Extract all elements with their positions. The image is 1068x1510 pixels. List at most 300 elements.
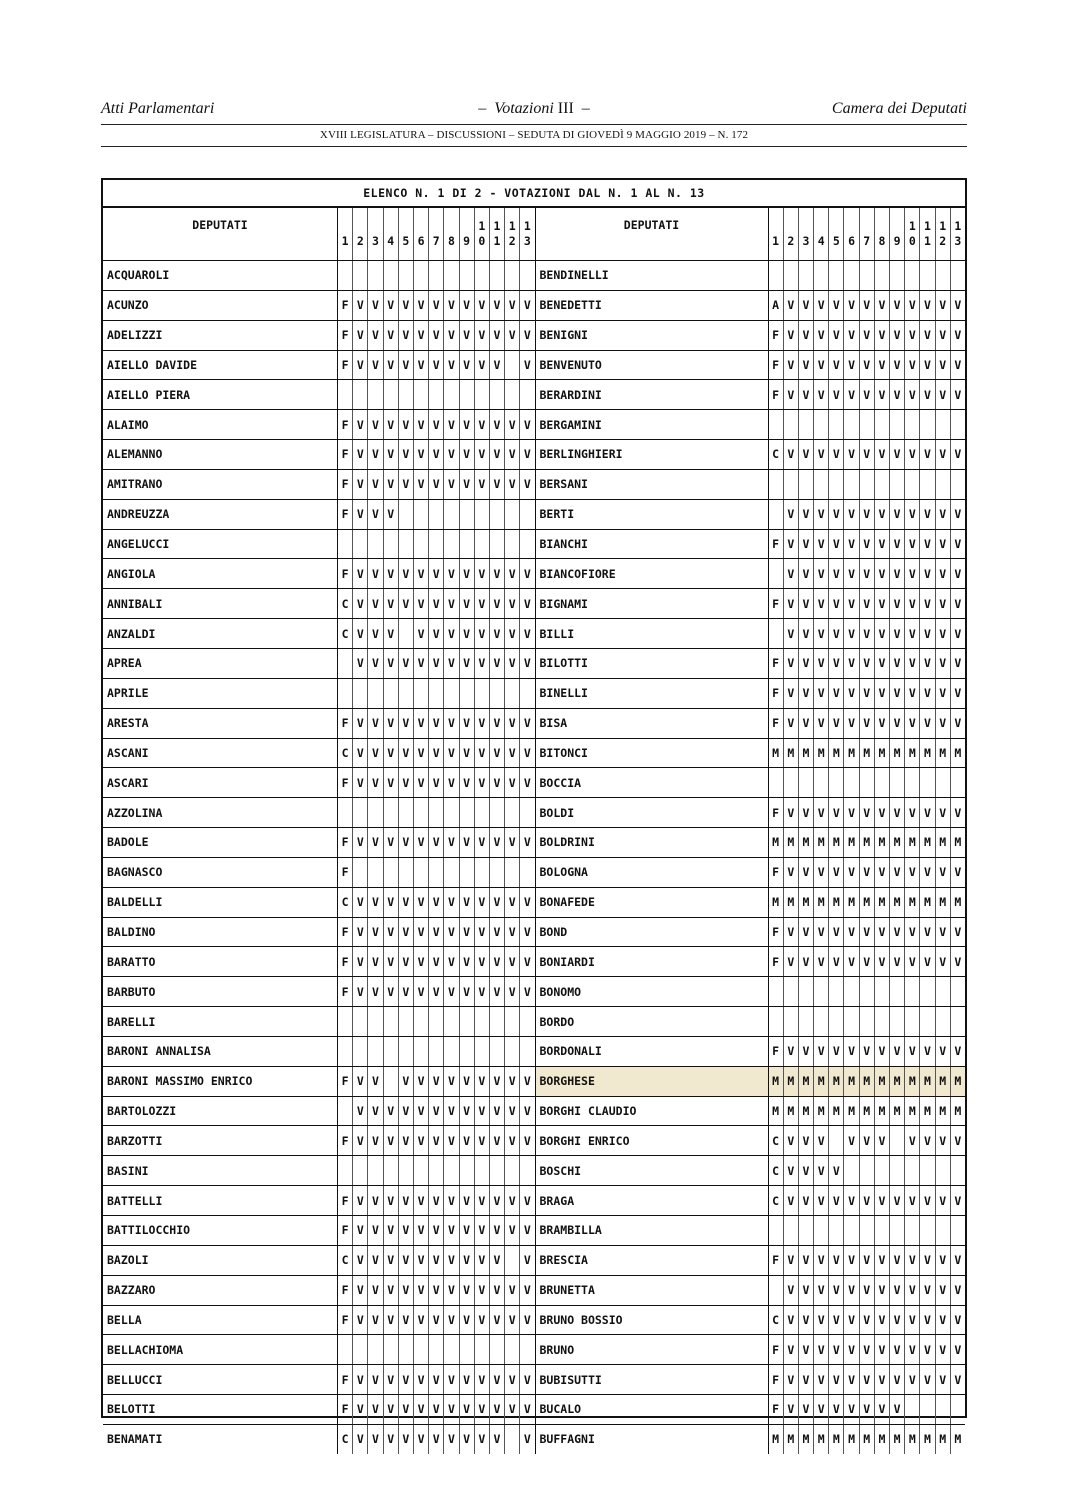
vote-cell: V bbox=[890, 709, 905, 738]
vote-cell: V bbox=[368, 828, 383, 857]
vote-cell: V bbox=[490, 589, 505, 618]
deputy-name: BENAMATI bbox=[107, 1432, 163, 1447]
vote-cell bbox=[444, 380, 459, 409]
left-entry bbox=[103, 1335, 535, 1364]
vote-cell: V bbox=[384, 1126, 399, 1155]
vote-cell: V bbox=[384, 321, 399, 350]
vote-cell: C bbox=[769, 1156, 784, 1185]
vote-cell: V bbox=[353, 1395, 368, 1424]
vote-cell bbox=[799, 1216, 814, 1245]
vote-number-header bbox=[384, 208, 399, 260]
left-entry bbox=[103, 709, 535, 738]
vote-number-header bbox=[338, 208, 353, 260]
vote-cell: V bbox=[414, 649, 429, 678]
vote-cell: F bbox=[769, 947, 784, 976]
vote-cell: V bbox=[490, 470, 505, 499]
vote-cell: V bbox=[784, 321, 799, 350]
vote-number-header bbox=[844, 208, 859, 260]
vote-cell bbox=[844, 1156, 859, 1185]
vote-cell: V bbox=[844, 1395, 859, 1424]
vote-cell: F bbox=[769, 709, 784, 738]
left-entry bbox=[103, 530, 535, 559]
header-title: Votazioni bbox=[494, 100, 554, 117]
deputy-name: ANGELUCCI bbox=[107, 537, 170, 552]
vote-cell: V bbox=[814, 1156, 829, 1185]
vote-cell: V bbox=[875, 530, 890, 559]
vote-cell: M bbox=[799, 828, 814, 857]
vote-cell: F bbox=[338, 1365, 353, 1394]
vote-cell: V bbox=[875, 589, 890, 618]
vote-cell: V bbox=[860, 1365, 875, 1394]
vote-cell: V bbox=[460, 1097, 475, 1126]
left-entry bbox=[103, 500, 535, 529]
vote-cell: V bbox=[784, 589, 799, 618]
vote-cell bbox=[429, 798, 444, 827]
vote-cell bbox=[338, 1156, 353, 1185]
vote-cells bbox=[768, 530, 966, 559]
table-row bbox=[103, 1037, 965, 1067]
vote-cell: V bbox=[444, 709, 459, 738]
vote-cell: V bbox=[954, 566, 962, 581]
vote-cell: V bbox=[429, 1306, 444, 1335]
vote-cell: V bbox=[429, 977, 444, 1006]
vote-cell: V bbox=[936, 619, 951, 648]
vote-cell bbox=[505, 798, 520, 827]
vote-cell: M bbox=[936, 739, 951, 768]
vote-cell bbox=[444, 858, 459, 887]
vote-cell: F bbox=[338, 918, 353, 947]
vote-cell bbox=[414, 1007, 429, 1036]
deputy-name: BERGAMINI bbox=[539, 417, 602, 432]
vote-cell: V bbox=[814, 1365, 829, 1394]
vote-cell bbox=[490, 679, 505, 708]
vote-cell: V bbox=[384, 500, 399, 529]
vote-cell bbox=[353, 530, 368, 559]
vote-cell: V bbox=[414, 888, 429, 917]
vote-cell: V bbox=[936, 858, 951, 887]
vote-cell bbox=[475, 1007, 490, 1036]
left-entry bbox=[103, 1186, 535, 1215]
deputy-name: BELOTTI bbox=[107, 1402, 156, 1417]
vote-cell bbox=[875, 1216, 890, 1245]
vote-cell bbox=[399, 798, 414, 827]
vote-cell bbox=[505, 858, 520, 887]
vote-cell: V bbox=[905, 1037, 920, 1066]
vote-cell: M bbox=[829, 1097, 844, 1126]
vote-cell: V bbox=[936, 559, 951, 588]
vote-cell bbox=[814, 977, 829, 1006]
vote-cell bbox=[951, 768, 965, 797]
vote-number-bottom: 5 bbox=[832, 234, 840, 248]
vote-cell: V bbox=[460, 1276, 475, 1305]
vote-cell: M bbox=[769, 828, 784, 857]
vote-cell bbox=[829, 470, 844, 499]
vote-cell: V bbox=[460, 1067, 475, 1096]
vote-cell: V bbox=[353, 440, 368, 469]
vote-cell: V bbox=[353, 1067, 368, 1096]
deputy-name: BARONI ANNALISA bbox=[107, 1044, 211, 1059]
vote-cell bbox=[860, 977, 875, 1006]
vote-cell: V bbox=[920, 679, 935, 708]
table-row bbox=[103, 1335, 965, 1365]
vote-cell: V bbox=[475, 768, 490, 797]
vote-cell: V bbox=[368, 440, 383, 469]
vote-cell bbox=[890, 410, 905, 439]
vote-cell: V bbox=[936, 1365, 951, 1394]
right-entry bbox=[535, 1335, 966, 1364]
vote-cell: V bbox=[368, 1425, 383, 1454]
vote-cell: V bbox=[414, 1067, 429, 1096]
vote-cell bbox=[936, 470, 951, 499]
vote-cells bbox=[337, 1067, 535, 1096]
vote-cell bbox=[936, 1007, 951, 1036]
vote-cell: V bbox=[384, 739, 399, 768]
vote-cell: V bbox=[875, 1126, 890, 1155]
left-entry bbox=[103, 1395, 535, 1424]
vote-cell bbox=[384, 858, 399, 887]
left-entry bbox=[103, 649, 535, 678]
table-row bbox=[103, 321, 965, 351]
left-entry bbox=[103, 768, 535, 797]
table-row bbox=[103, 709, 965, 739]
vote-cell: V bbox=[490, 739, 505, 768]
deputy-name: BIGNAMI bbox=[539, 596, 588, 611]
vote-cell: V bbox=[523, 566, 531, 581]
vote-cell: V bbox=[784, 1365, 799, 1394]
vote-cell: V bbox=[829, 1276, 844, 1305]
vote-cell: V bbox=[829, 440, 844, 469]
vote-cell bbox=[384, 530, 399, 559]
vote-cell: V bbox=[475, 1216, 490, 1245]
vote-cells bbox=[768, 1246, 966, 1275]
vote-cell: V bbox=[954, 328, 962, 343]
vote-cell: V bbox=[860, 918, 875, 947]
vote-cell bbox=[769, 470, 784, 499]
vote-cell: V bbox=[353, 1126, 368, 1155]
vote-cell: V bbox=[814, 1246, 829, 1275]
vote-cell bbox=[769, 410, 784, 439]
vote-cell: V bbox=[490, 768, 505, 797]
vote-cell: V bbox=[505, 410, 520, 439]
table-row bbox=[103, 1216, 965, 1246]
vote-number-headers bbox=[768, 208, 966, 260]
vote-cell: V bbox=[936, 1186, 951, 1215]
deputy-name: BUBISUTTI bbox=[539, 1372, 602, 1387]
vote-cell: V bbox=[920, 291, 935, 320]
vote-cell: V bbox=[875, 1276, 890, 1305]
vote-cell: V bbox=[399, 1097, 414, 1126]
vote-cell bbox=[444, 500, 459, 529]
header-left: Atti Parlamentari bbox=[101, 100, 215, 117]
vote-cell: V bbox=[460, 1425, 475, 1454]
vote-cell: V bbox=[954, 507, 962, 522]
vote-cells bbox=[337, 530, 535, 559]
vote-number-bottom: 2 bbox=[939, 234, 947, 248]
vote-cell: V bbox=[353, 291, 368, 320]
vote-cell: V bbox=[905, 559, 920, 588]
vote-cell: V bbox=[523, 745, 531, 760]
vote-cell: V bbox=[523, 477, 531, 492]
vote-cell: V bbox=[523, 984, 531, 999]
vote-cell bbox=[875, 470, 890, 499]
vote-cell: V bbox=[523, 1223, 531, 1238]
vote-cell bbox=[505, 500, 520, 529]
vote-cell: M bbox=[799, 739, 814, 768]
vote-cell: V bbox=[429, 709, 444, 738]
vote-cell bbox=[920, 410, 935, 439]
vote-cell: V bbox=[475, 1306, 490, 1335]
vote-cell: V bbox=[523, 328, 531, 343]
vote-cell bbox=[799, 261, 814, 290]
table-row bbox=[103, 619, 965, 649]
vote-cells bbox=[337, 440, 535, 469]
vote-cell: V bbox=[444, 1306, 459, 1335]
vote-cell: V bbox=[844, 1246, 859, 1275]
vote-cell: M bbox=[890, 828, 905, 857]
vote-cell: V bbox=[444, 947, 459, 976]
vote-cell: V bbox=[399, 1395, 414, 1424]
vote-cell: M bbox=[769, 888, 784, 917]
vote-cell: V bbox=[490, 351, 505, 380]
vote-cell: V bbox=[954, 357, 962, 372]
vote-cell: V bbox=[505, 947, 520, 976]
vote-cell: V bbox=[905, 1246, 920, 1275]
vote-cell bbox=[490, 530, 505, 559]
vote-cell: V bbox=[875, 1306, 890, 1335]
vote-cell: C bbox=[338, 589, 353, 618]
vote-cell: V bbox=[505, 768, 520, 797]
vote-cell: V bbox=[784, 918, 799, 947]
vote-cell: V bbox=[429, 321, 444, 350]
deputy-name: BERARDINI bbox=[539, 387, 602, 402]
vote-cell: V bbox=[860, 291, 875, 320]
vote-cell: V bbox=[799, 1306, 814, 1335]
vote-cell bbox=[505, 1156, 520, 1185]
vote-cell: V bbox=[905, 1126, 920, 1155]
vote-cell: V bbox=[523, 298, 531, 313]
table-row bbox=[103, 1365, 965, 1395]
deputy-name: AZZOLINA bbox=[107, 805, 163, 820]
vote-cell: V bbox=[829, 1246, 844, 1275]
vote-cell: V bbox=[890, 947, 905, 976]
vote-cell bbox=[399, 1037, 414, 1066]
vote-cell: V bbox=[523, 1253, 531, 1268]
vote-cell: V bbox=[799, 1246, 814, 1275]
vote-number-header bbox=[368, 208, 383, 260]
vote-number-bottom: 3 bbox=[523, 234, 531, 248]
vote-cell: V bbox=[399, 828, 414, 857]
vote-cell: M bbox=[920, 828, 935, 857]
right-entry bbox=[535, 1156, 966, 1185]
vote-cell: M bbox=[954, 1432, 962, 1447]
vote-cell: V bbox=[936, 709, 951, 738]
vote-cell: V bbox=[505, 1395, 520, 1424]
vote-cell: M bbox=[829, 888, 844, 917]
vote-cell: V bbox=[399, 440, 414, 469]
vote-cell: V bbox=[444, 649, 459, 678]
vote-cell: V bbox=[460, 828, 475, 857]
vote-cell: V bbox=[444, 589, 459, 618]
vote-cell bbox=[860, 1216, 875, 1245]
vote-number-top: 1 bbox=[508, 219, 516, 233]
vote-cell bbox=[444, 1007, 459, 1036]
vote-cell: V bbox=[844, 1365, 859, 1394]
deputy-name: BONAFEDE bbox=[539, 895, 595, 910]
vote-cell: F bbox=[769, 530, 784, 559]
vote-cell: V bbox=[784, 798, 799, 827]
vote-cell bbox=[384, 1335, 399, 1364]
vote-cells bbox=[768, 947, 966, 976]
vote-cell bbox=[475, 1335, 490, 1364]
vote-cell bbox=[338, 649, 353, 678]
table-row bbox=[103, 1306, 965, 1336]
vote-cell: V bbox=[414, 1306, 429, 1335]
vote-cell bbox=[490, 1007, 505, 1036]
vote-cell: V bbox=[353, 888, 368, 917]
vote-cell: V bbox=[890, 1186, 905, 1215]
vote-cell: V bbox=[799, 1037, 814, 1066]
vote-cell bbox=[784, 1007, 799, 1036]
vote-cell bbox=[784, 410, 799, 439]
vote-cell bbox=[936, 977, 951, 1006]
vote-cell: V bbox=[444, 768, 459, 797]
vote-cell: V bbox=[814, 947, 829, 976]
deputati-header: DEPUTATI bbox=[623, 218, 680, 232]
vote-cell bbox=[520, 1335, 534, 1364]
right-entry bbox=[535, 1067, 966, 1096]
vote-cell: V bbox=[490, 410, 505, 439]
vote-cell: V bbox=[399, 1365, 414, 1394]
vote-cell: V bbox=[860, 1306, 875, 1335]
vote-cell: V bbox=[936, 798, 951, 827]
vote-cell: V bbox=[490, 321, 505, 350]
vote-cell bbox=[353, 1156, 368, 1185]
vote-cell: V bbox=[875, 440, 890, 469]
vote-cell: V bbox=[936, 947, 951, 976]
vote-cell: V bbox=[829, 858, 844, 887]
deputy-name: BORGHI ENRICO bbox=[539, 1133, 630, 1148]
vote-cell: V bbox=[936, 380, 951, 409]
vote-cell bbox=[799, 470, 814, 499]
vote-cell: V bbox=[444, 1126, 459, 1155]
vote-cell: M bbox=[769, 739, 784, 768]
vote-cell: V bbox=[429, 1097, 444, 1126]
vote-cell: V bbox=[429, 828, 444, 857]
vote-cell bbox=[414, 1037, 429, 1066]
vote-cell bbox=[429, 500, 444, 529]
vote-cell: M bbox=[784, 1067, 799, 1096]
vote-cell: V bbox=[954, 596, 962, 611]
vote-cell bbox=[384, 380, 399, 409]
vote-cell: V bbox=[890, 649, 905, 678]
vote-cell: V bbox=[936, 649, 951, 678]
vote-cell: F bbox=[338, 559, 353, 588]
vote-cell: V bbox=[784, 1306, 799, 1335]
vote-cell: V bbox=[505, 1276, 520, 1305]
vote-cell: V bbox=[460, 1126, 475, 1155]
vote-cells bbox=[337, 1246, 535, 1275]
vote-cell: V bbox=[799, 291, 814, 320]
vote-cells bbox=[337, 1365, 535, 1394]
table-row bbox=[103, 1246, 965, 1276]
vote-cell: V bbox=[860, 619, 875, 648]
vote-cell bbox=[338, 1007, 353, 1036]
vote-cell: V bbox=[475, 1186, 490, 1215]
vote-cell: V bbox=[905, 1306, 920, 1335]
deputy-name: BARELLI bbox=[107, 1014, 156, 1029]
vote-cell: V bbox=[799, 500, 814, 529]
deputy-name: BAGNASCO bbox=[107, 865, 163, 880]
deputy-name: ALAIMO bbox=[107, 417, 149, 432]
vote-cell: M bbox=[905, 888, 920, 917]
deputy-name: BOLOGNA bbox=[539, 865, 588, 880]
vote-cell: V bbox=[829, 559, 844, 588]
vote-cell: V bbox=[444, 1425, 459, 1454]
vote-cell bbox=[860, 1156, 875, 1185]
vote-cell bbox=[769, 619, 784, 648]
deputy-name: BERTI bbox=[539, 507, 575, 522]
vote-number-bottom: 7 bbox=[863, 234, 871, 248]
vote-cell: M bbox=[784, 888, 799, 917]
vote-cell: V bbox=[444, 470, 459, 499]
right-entry bbox=[535, 798, 966, 827]
vote-cell bbox=[429, 858, 444, 887]
vote-cell: V bbox=[920, 380, 935, 409]
vote-cell: V bbox=[784, 1276, 799, 1305]
vote-cell bbox=[769, 261, 784, 290]
vote-cells bbox=[337, 1126, 535, 1155]
vote-cell bbox=[890, 977, 905, 1006]
column-header-row bbox=[103, 208, 965, 261]
vote-cell: V bbox=[799, 530, 814, 559]
vote-cell: V bbox=[384, 828, 399, 857]
vote-cell: V bbox=[920, 500, 935, 529]
vote-cells bbox=[337, 858, 535, 887]
vote-cell: C bbox=[769, 440, 784, 469]
vote-cell: M bbox=[799, 888, 814, 917]
table-row bbox=[103, 559, 965, 589]
vote-number-bottom: 6 bbox=[848, 234, 855, 248]
vote-cell: V bbox=[429, 1276, 444, 1305]
vote-cells bbox=[768, 858, 966, 887]
vote-cell: M bbox=[814, 1097, 829, 1126]
vote-number-top: 1 bbox=[954, 219, 962, 233]
vote-cell: V bbox=[920, 858, 935, 887]
vote-cells bbox=[337, 559, 535, 588]
vote-cell: V bbox=[920, 1186, 935, 1215]
vote-cell: V bbox=[490, 649, 505, 678]
vote-cell: V bbox=[936, 1037, 951, 1066]
vote-number-header bbox=[353, 208, 368, 260]
vote-cell bbox=[444, 1156, 459, 1185]
vote-cell: V bbox=[875, 1186, 890, 1215]
vote-cell: F bbox=[769, 858, 784, 887]
vote-cell: V bbox=[936, 679, 951, 708]
vote-cell: V bbox=[954, 387, 962, 402]
vote-cell: V bbox=[429, 1126, 444, 1155]
vote-cell: M bbox=[954, 1074, 962, 1089]
vote-cell: M bbox=[954, 745, 962, 760]
vote-cell: V bbox=[399, 947, 414, 976]
deputy-name: BISA bbox=[539, 716, 568, 731]
vote-cell: V bbox=[860, 947, 875, 976]
vote-cell: V bbox=[460, 709, 475, 738]
vote-cell: V bbox=[844, 918, 859, 947]
vote-cell bbox=[769, 1007, 784, 1036]
vote-cell bbox=[936, 1156, 951, 1185]
vote-cell: M bbox=[844, 888, 859, 917]
table-row bbox=[103, 1186, 965, 1216]
